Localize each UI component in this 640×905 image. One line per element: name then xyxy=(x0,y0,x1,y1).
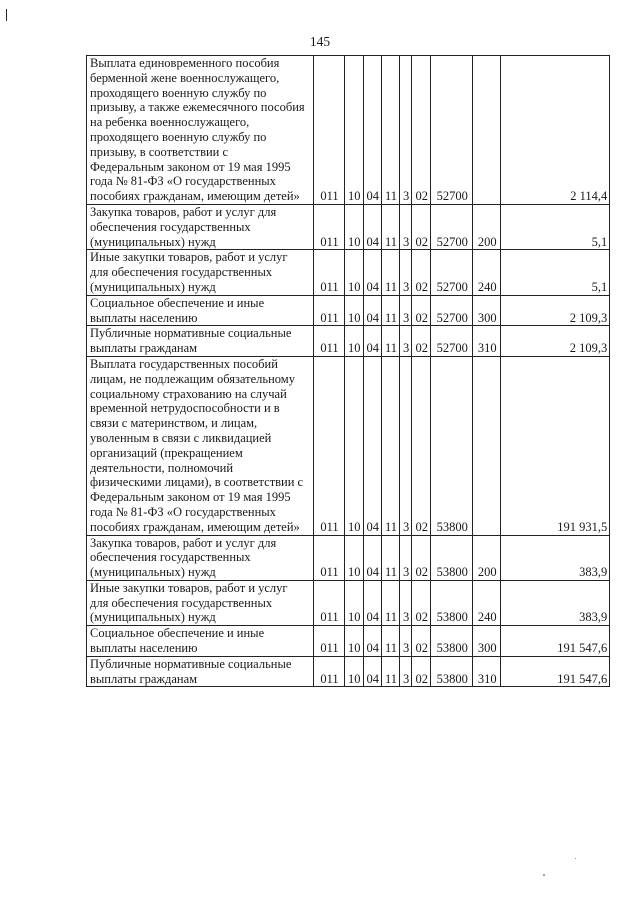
table-row xyxy=(87,626,610,657)
table-row xyxy=(87,250,610,295)
scan-edge-mark xyxy=(6,9,7,21)
amount-cell: 191 547,6 xyxy=(501,656,610,687)
main-activity-cell: 02 xyxy=(412,204,431,249)
program-cell: 11 xyxy=(382,295,400,326)
section-cell: 10 xyxy=(345,56,364,205)
row-name-cell xyxy=(87,356,314,535)
section-cell: 10 xyxy=(345,626,364,657)
subsection-cell: 04 xyxy=(363,535,382,580)
program-cell: 11 xyxy=(382,580,400,625)
expense-type-cell: 300 xyxy=(473,295,501,326)
main-activity-cell: 02 xyxy=(412,250,431,295)
amount-cell: 2 109,3 xyxy=(501,326,610,357)
subsection-cell: 04 xyxy=(363,204,382,249)
row-name-cell xyxy=(87,204,314,249)
subsection-cell: 04 xyxy=(363,250,382,295)
expense-type-cell xyxy=(473,56,501,205)
program-cell: 11 xyxy=(382,626,400,657)
expense-type-cell: 310 xyxy=(473,656,501,687)
admin-code-cell: 011 xyxy=(314,656,345,687)
row-name: Закупка товаров, работ и услуг для обеспечения государственных (муниципальных) нужд xyxy=(90,535,277,580)
main-activity-cell: 02 xyxy=(412,535,431,580)
main-activity-cell: 02 xyxy=(412,326,431,357)
table-row xyxy=(87,56,610,205)
main-activity-cell: 02 xyxy=(412,580,431,625)
table-row xyxy=(87,326,610,357)
direction-cell: 53800 xyxy=(431,656,473,687)
direction-cell: 53800 xyxy=(431,580,473,625)
subprogram-cell: 3 xyxy=(400,204,412,249)
row-name: Закупка товаров, работ и услуг для обеспечения государственных (муниципальных) нужд xyxy=(90,204,277,249)
page-number: 145 xyxy=(309,34,331,49)
amount-cell: 2 109,3 xyxy=(501,295,610,326)
admin-code-cell: 011 xyxy=(314,356,345,535)
row-name: Иные закупки товаров, работ и услуг для обеспечения государственных (муниципальных) нужд xyxy=(90,580,288,625)
table-row xyxy=(87,295,610,326)
amount-cell: 191 931,5 xyxy=(501,356,610,535)
subprogram-cell: 3 xyxy=(400,326,412,357)
budget-table-body xyxy=(87,56,610,687)
subprogram-cell: 3 xyxy=(400,56,412,205)
subsection-cell: 04 xyxy=(363,626,382,657)
row-name: Публичные нормативные социальные выплаты гражданам xyxy=(90,656,292,686)
expense-type-cell: 300 xyxy=(473,626,501,657)
subprogram-cell: 3 xyxy=(400,356,412,535)
expense-type-cell: 200 xyxy=(473,535,501,580)
row-name-cell xyxy=(87,580,314,625)
row-name-cell xyxy=(87,535,314,580)
subprogram-cell: 3 xyxy=(400,580,412,625)
subsection-cell: 04 xyxy=(363,356,382,535)
main-activity-cell: 02 xyxy=(412,656,431,687)
table-row xyxy=(87,580,610,625)
admin-code-cell: 011 xyxy=(314,326,345,357)
row-name-cell xyxy=(87,56,314,205)
row-name: Иные закупки товаров, работ и услуг для обеспечения государственных (муниципальных) нужд xyxy=(90,250,288,294)
subsection-cell: 04 xyxy=(363,580,382,625)
program-cell: 11 xyxy=(382,535,400,580)
amount-cell: 2 114,4 xyxy=(501,56,610,205)
table-row xyxy=(87,656,610,687)
subprogram-cell: 3 xyxy=(400,250,412,295)
amount-cell: 383,9 xyxy=(501,580,610,625)
expense-type-cell: 310 xyxy=(473,326,501,357)
row-name: Выплата единовременного пособия берменной жене военнослужащего, проходящего военную службу по призыву, а также ежемесячного пособия на ребенка военнослужащего, проходящего военную службу по призыву, в соответствии с Федеральным законом от 19 мая 1995 года № 81-ФЗ «О государственных пособиях гражданам, имеющим детей» xyxy=(90,56,305,204)
section-cell: 10 xyxy=(345,326,364,357)
row-name-cell xyxy=(87,295,314,326)
admin-code-cell: 011 xyxy=(314,580,345,625)
row-name: Социальное обеспечение и иные выплаты населению xyxy=(90,295,265,325)
main-activity-cell: 02 xyxy=(412,626,431,657)
row-name: Публичные нормативные социальные выплаты гражданам xyxy=(90,326,292,356)
row-name-cell xyxy=(87,656,314,687)
program-cell: 11 xyxy=(382,250,400,295)
admin-code-cell: 011 xyxy=(314,295,345,326)
expense-type-cell: 200 xyxy=(473,204,501,249)
admin-code-cell: 011 xyxy=(314,535,345,580)
section-cell: 10 xyxy=(345,356,364,535)
subprogram-cell: 3 xyxy=(400,656,412,687)
program-cell: 11 xyxy=(382,204,400,249)
admin-code-cell: 011 xyxy=(314,250,345,295)
table-row xyxy=(87,535,610,580)
direction-cell: 52700 xyxy=(431,326,473,357)
section-cell: 10 xyxy=(345,535,364,580)
direction-cell: 52700 xyxy=(431,250,473,295)
section-cell: 10 xyxy=(345,204,364,249)
subprogram-cell: 3 xyxy=(400,626,412,657)
expense-type-cell: 240 xyxy=(473,250,501,295)
amount-cell: 191 547,6 xyxy=(501,626,610,657)
table-row xyxy=(87,356,610,535)
main-activity-cell: 02 xyxy=(412,56,431,205)
direction-cell: 53800 xyxy=(431,626,473,657)
subsection-cell: 04 xyxy=(363,326,382,357)
program-cell: 11 xyxy=(382,326,400,357)
row-name: Выплата государственных пособий лицам, не подлежащим обязательному социальному страхованию на случай временной нетрудоспособности и в связи с материнством, и лицам, уволенным в связи с ликвидацией организаций (прекращением деятельности, полномочий физическими лицами), в соответствии с Федеральным законом от 19 мая 1995 года № 81-ФЗ «О государственных пособиях гражданам, имеющим детей» xyxy=(90,356,304,534)
scan-speck xyxy=(543,874,545,876)
budget-table xyxy=(86,55,610,687)
amount-cell: 5,1 xyxy=(501,204,610,249)
row-name: Социальное обеспечение и иные выплаты населению xyxy=(90,626,265,656)
subprogram-cell: 3 xyxy=(400,535,412,580)
row-name-cell xyxy=(87,250,314,295)
program-cell: 11 xyxy=(382,356,400,535)
main-activity-cell: 02 xyxy=(412,295,431,326)
table-row xyxy=(87,204,610,249)
program-cell: 11 xyxy=(382,656,400,687)
direction-cell: 53800 xyxy=(431,535,473,580)
section-cell: 10 xyxy=(345,295,364,326)
main-activity-cell: 02 xyxy=(412,356,431,535)
section-cell: 10 xyxy=(345,580,364,625)
section-cell: 10 xyxy=(345,656,364,687)
expense-type-cell: 240 xyxy=(473,580,501,625)
direction-cell: 53800 xyxy=(431,356,473,535)
subsection-cell: 04 xyxy=(363,56,382,205)
direction-cell: 52700 xyxy=(431,56,473,205)
admin-code-cell: 011 xyxy=(314,626,345,657)
row-name-cell xyxy=(87,626,314,657)
amount-cell: 5,1 xyxy=(501,250,610,295)
program-cell: 11 xyxy=(382,56,400,205)
direction-cell: 52700 xyxy=(431,204,473,249)
section-cell: 10 xyxy=(345,250,364,295)
subprogram-cell: 3 xyxy=(400,295,412,326)
subsection-cell: 04 xyxy=(363,656,382,687)
scan-speck xyxy=(575,858,576,859)
admin-code-cell: 011 xyxy=(314,56,345,205)
row-name-cell xyxy=(87,326,314,357)
subsection-cell: 04 xyxy=(363,295,382,326)
amount-cell: 383,9 xyxy=(501,535,610,580)
admin-code-cell: 011 xyxy=(314,204,345,249)
direction-cell: 52700 xyxy=(431,295,473,326)
expense-type-cell xyxy=(473,356,501,535)
